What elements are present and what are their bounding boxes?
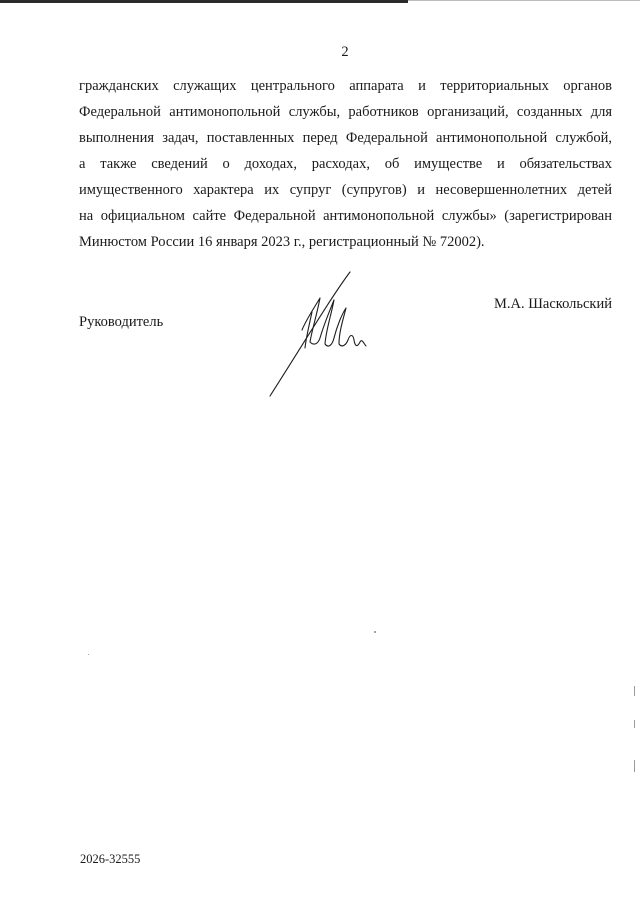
scan-edge-mark bbox=[634, 720, 635, 728]
handwritten-signature bbox=[262, 268, 382, 408]
body-line: выполнения задач, поставленных перед Федеральной антимонопольной службой, bbox=[79, 130, 612, 146]
top-border-rule bbox=[0, 0, 408, 3]
body-line: гражданских служащих центрального аппарата и территориальных органов bbox=[79, 78, 612, 94]
scan-speck bbox=[374, 631, 376, 633]
body-line: имущественного характера их супруг (супругов) и несовершеннолетних детей bbox=[79, 182, 612, 198]
body-line: на официальном сайте Федеральной антимонопольной службы» (зарегистрирован bbox=[79, 208, 612, 224]
body-paragraph bbox=[79, 73, 612, 255]
body-line: а также сведений о доходах, расходах, об имуществе и обязательствах bbox=[79, 156, 612, 172]
scan-edge-mark bbox=[634, 760, 635, 772]
scan-edge-mark bbox=[634, 686, 635, 696]
signer-name: М.А. Шаскольский bbox=[494, 296, 612, 312]
scan-speck bbox=[88, 654, 89, 655]
signer-title: Руководитель bbox=[79, 314, 164, 330]
document-number: 2026-32555 bbox=[80, 852, 141, 866]
body-line: Федеральной антимонопольной службы, работников организаций, созданных для bbox=[79, 104, 612, 120]
body-line: Минюстом России 16 января 2023 г., регистрационный № 72002). bbox=[79, 234, 485, 250]
page-number: 2 bbox=[341, 44, 349, 60]
top-border-rule-faint bbox=[408, 0, 640, 1]
